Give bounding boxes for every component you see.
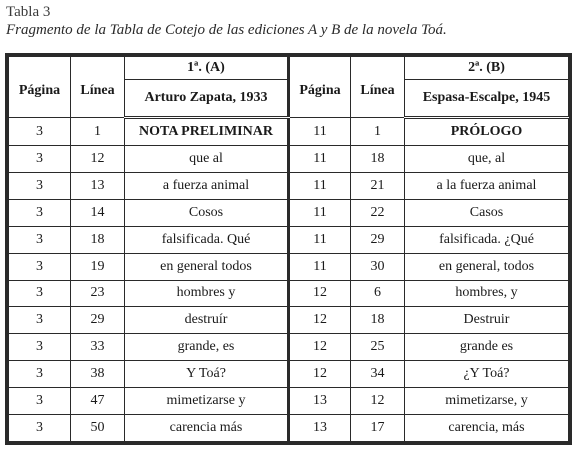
cell-linea-b: 22: [351, 199, 405, 226]
cell-text-b: falsificada. ¿Qué: [405, 226, 569, 253]
cell-pagina-b: 12: [289, 307, 351, 334]
table-row: [9, 414, 569, 441]
cell-pagina-a: 3: [9, 172, 71, 199]
table-row: [9, 334, 569, 361]
cell-pagina-b: 11: [289, 172, 351, 199]
cell-pagina-b: 11: [289, 253, 351, 280]
cell-pagina-a: 3: [9, 388, 71, 415]
cell-text-b: a la fuerza animal: [405, 172, 569, 199]
cell-linea-a: 23: [71, 280, 125, 307]
collation-table-frame: [5, 53, 572, 445]
cell-text-a: grande, es: [125, 334, 289, 361]
cell-pagina-a: 3: [9, 307, 71, 334]
cell-pagina-b: 12: [289, 361, 351, 388]
cell-linea-a: 1: [71, 118, 125, 146]
cell-linea-a: 14: [71, 199, 125, 226]
header-linea-b: Línea: [351, 57, 405, 118]
cell-linea-a: 47: [71, 388, 125, 415]
cell-text-a: destruír: [125, 307, 289, 334]
cell-text-b: hombres, y: [405, 280, 569, 307]
cell-linea-b: 29: [351, 226, 405, 253]
cell-pagina-b: 13: [289, 414, 351, 441]
cell-pagina-a: 3: [9, 334, 71, 361]
cell-pagina-b: 11: [289, 226, 351, 253]
header-edition-a-name: Arturo Zapata, 1933: [125, 80, 289, 118]
cell-pagina-b: 13: [289, 388, 351, 415]
cell-pagina-a: 3: [9, 118, 71, 146]
collation-table: [8, 56, 569, 442]
table-row: [9, 146, 569, 173]
cell-text-a: a fuerza animal: [125, 172, 289, 199]
cell-linea-a: 33: [71, 334, 125, 361]
table-row: [9, 280, 569, 307]
cell-pagina-a: 3: [9, 146, 71, 173]
cell-pagina-a: 3: [9, 414, 71, 441]
cell-linea-b: 30: [351, 253, 405, 280]
cell-linea-a: 38: [71, 361, 125, 388]
cell-pagina-b: 11: [289, 199, 351, 226]
cell-text-b: mimetizarse, y: [405, 388, 569, 415]
header-edition-b-number: 2ª. (B): [405, 57, 569, 80]
header-pagina-a: Página: [9, 57, 71, 118]
cell-text-b: PRÓLOGO: [405, 118, 569, 146]
header-linea-a: Línea: [71, 57, 125, 118]
cell-pagina-a: 3: [9, 226, 71, 253]
cell-text-a: hombres y: [125, 280, 289, 307]
table-title: Fragmento de la Tabla de Cotejo de las ediciones A y B de la novela Toá.: [6, 22, 447, 38]
cell-pagina-b: 11: [289, 118, 351, 146]
table-row: [9, 118, 569, 146]
cell-text-b: carencia, más: [405, 414, 569, 441]
cell-pagina-a: 3: [9, 361, 71, 388]
table-body: [9, 118, 569, 442]
cell-text-b: ¿Y Toá?: [405, 361, 569, 388]
cell-linea-b: 1: [351, 118, 405, 146]
table-row: [9, 361, 569, 388]
cell-text-b: Destruir: [405, 307, 569, 334]
cell-linea-a: 13: [71, 172, 125, 199]
cell-text-a: que al: [125, 146, 289, 173]
cell-text-b: que, al: [405, 146, 569, 173]
cell-text-a: Cosos: [125, 199, 289, 226]
table-row: [9, 199, 569, 226]
cell-linea-a: 29: [71, 307, 125, 334]
cell-linea-b: 21: [351, 172, 405, 199]
cell-text-a: mimetizarse y: [125, 388, 289, 415]
cell-pagina-a: 3: [9, 199, 71, 226]
cell-text-a: en general todos: [125, 253, 289, 280]
cell-linea-b: 18: [351, 146, 405, 173]
header-pagina-b: Página: [289, 57, 351, 118]
cell-pagina-b: 11: [289, 146, 351, 173]
cell-text-a: Y Toá?: [125, 361, 289, 388]
header-edition-b-name: Espasa-Escalpe, 1945: [405, 80, 569, 118]
cell-linea-b: 12: [351, 388, 405, 415]
table-row: [9, 253, 569, 280]
header-edition-a-number: 1ª. (A): [125, 57, 289, 80]
cell-linea-b: 25: [351, 334, 405, 361]
cell-text-b: grande es: [405, 334, 569, 361]
cell-text-a: NOTA PRELIMINAR: [125, 118, 289, 146]
cell-linea-b: 34: [351, 361, 405, 388]
cell-linea-a: 12: [71, 146, 125, 173]
table-row: [9, 226, 569, 253]
cell-pagina-b: 12: [289, 280, 351, 307]
cell-linea-a: 50: [71, 414, 125, 441]
cell-text-a: carencia más: [125, 414, 289, 441]
cell-text-a: falsificada. Qué: [125, 226, 289, 253]
cell-linea-b: 17: [351, 414, 405, 441]
cell-linea-a: 19: [71, 253, 125, 280]
table-number-label: Tabla 3: [6, 4, 51, 20]
cell-pagina-a: 3: [9, 253, 71, 280]
cell-linea-b: 6: [351, 280, 405, 307]
cell-linea-b: 18: [351, 307, 405, 334]
table-header: [9, 57, 569, 118]
cell-linea-a: 18: [71, 226, 125, 253]
cell-text-b: en general, todos: [405, 253, 569, 280]
table-row: [9, 172, 569, 199]
table-row: [9, 307, 569, 334]
cell-pagina-a: 3: [9, 280, 71, 307]
table-caption: [6, 3, 576, 40]
cell-text-b: Casos: [405, 199, 569, 226]
table-row: [9, 388, 569, 415]
cell-pagina-b: 12: [289, 334, 351, 361]
